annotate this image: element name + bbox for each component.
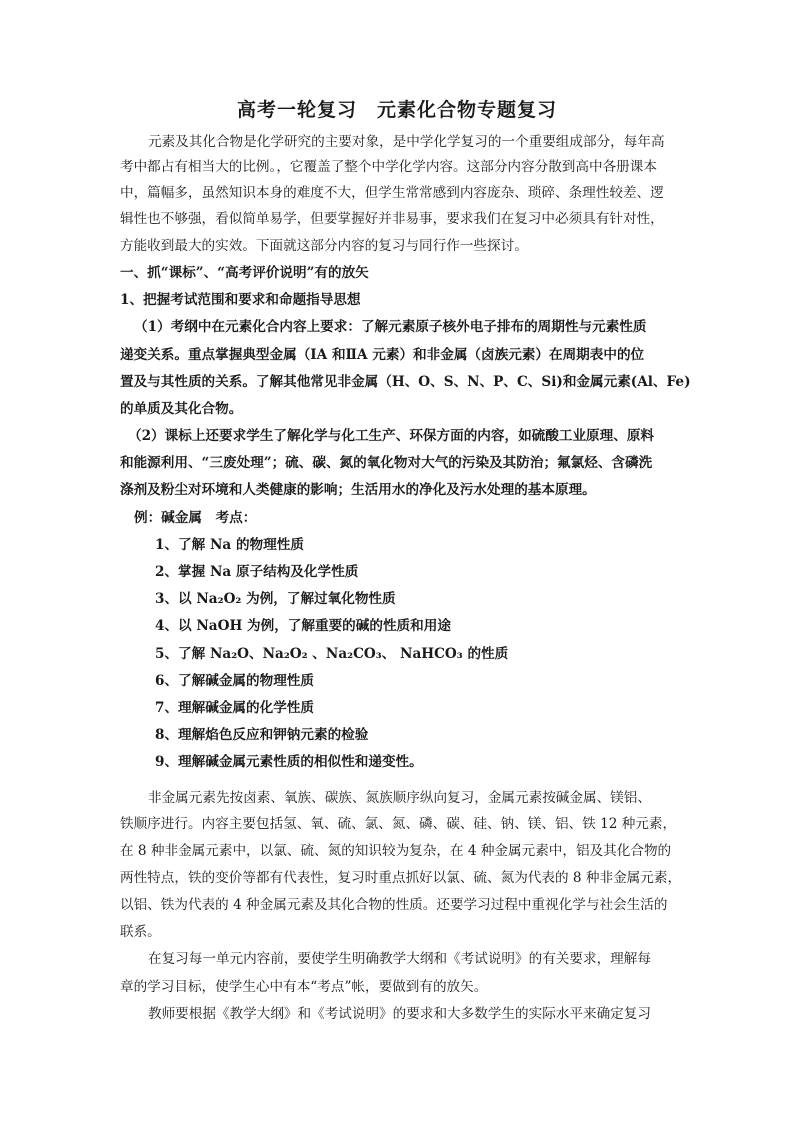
example-label: 例：碱金属 考点： (134, 510, 257, 526)
para3-line: 非金属元素先按卤素、氧族、碳族、氮族顺序纵向复习，金属元素按碱金属、镁铝、 (148, 790, 651, 806)
list-item: 7、理解碱金属的化学性质 (155, 700, 314, 716)
para4-line: 章的学习目标，使学生心中有本“考点”帐，要做到有的放矢。 (120, 979, 488, 995)
list-item: 9、理解碱金属元素性质的相似性和递变性。 (155, 754, 423, 770)
list-item: 5、了解 Na₂O、Na₂O₂ 、Na₂CO₃、 NaHCO₃ 的性质 (155, 646, 509, 662)
section-heading: 一、抓“课标”、“高考评价说明”有的放矢 (120, 265, 369, 281)
para3-line: 在 8 种非金属元素中，以氯、硫、氮的知识较为复杂，在 4 种金属元素中，铝及其化合物的 (120, 843, 672, 859)
list-item: 8、理解焰色反应和钾钠元素的检验 (155, 727, 369, 743)
list-item: 2、掌握 Na 原子结构及化学性质 (155, 564, 359, 580)
para1-line: 置及与其性质的关系。了解其他常见非金属（H、O、S、N、P、C、Si)和金属元素(Al、Fe) (120, 374, 691, 390)
document-title: 高考一轮复习 元素化合物专题复习 (236, 99, 557, 121)
para1-line: （1）考纲中在元素化合内容上要求：了解元素原子核外电子排布的周期性与元素性质 (134, 319, 647, 335)
list-item: 6、了解碱金属的物理性质 (155, 673, 314, 689)
list-item: 3、以 Na₂O₂ 为例，了解过氧化物性质 (155, 591, 396, 607)
para2-line: 和能源利用、“三废处理”；硫、碳、氮的氧化物对大气的污染及其防治；氟氯烃、含磷洗 (120, 455, 653, 471)
para3-line: 以铝、铁为代表的 4 种金属元素及其化合物的性质。还要学习过程中重视化学与社会生活的 (120, 897, 668, 913)
para5-line: 教师要根据《教学大纲》和《考试说明》的要求和大多数学生的实际水平来确定复习 (148, 1006, 651, 1022)
intro-line: 元素及其化合物是化学研究的主要对象，是中学化学复习的一个重要组成部分，每年高 (148, 134, 665, 150)
list-item: 1、了解 Na 的物理性质 (155, 537, 304, 553)
subsection-heading: 1、把握考试范围和要求和命题指导思想 (120, 292, 361, 308)
intro-line: 辑性也不够强，看似简单易学，但要掌握好并非易事，要求我们在复习中必须具有针对性， (120, 211, 664, 227)
list-item: 4、以 NaOH 为例，了解重要的碱的性质和用途 (155, 618, 451, 634)
para3-line: 两性特点，铁的变价等都有代表性，复习时重点抓好以氯、硫、氮为代表的 8 种非金属元素， (120, 870, 682, 886)
para1-line: 递变关系。重点掌握典型金属（ⅠA 和ⅡA 元素）和非金属（卤族元素）在周期表中的位 (120, 347, 645, 363)
para4-line: 在复习每一单元内容前，要使学生明确教学大纲和《考试说明》的有关要求，理解每 (148, 951, 651, 967)
para2-line: 涤剂及粉尘对环境和人类健康的影响；生活用水的净化及污水处理的基本原理。 (120, 482, 596, 498)
para2-line: （2）课标上还要求学生了解化学与化工生产、环保方面的内容，如硫酸工业原理、原料 (128, 428, 655, 444)
intro-line: 方能收到最大的实效。下面就这部分内容的复习与同行作一些探讨。 (120, 238, 528, 254)
para1-line: 的单质及其化合物。 (120, 401, 243, 417)
intro-line: 中，篇幅多，虽然知识本身的难度不大，但学生常常感到内容庞杂、琐碎、条理性较差、逻 (120, 185, 664, 201)
para3-line: 铁顺序进行。内容主要包括氢、氧、硫、氯、氮、磷、碳、硅、钠、镁、铝、铁 12 种元素， (120, 816, 677, 832)
para3-line: 联系。 (120, 924, 161, 940)
intro-line: 考中都占有相当大的比例。，它覆盖了整个中学化学内容。这部分内容分散到高中各册课本 (120, 159, 657, 175)
